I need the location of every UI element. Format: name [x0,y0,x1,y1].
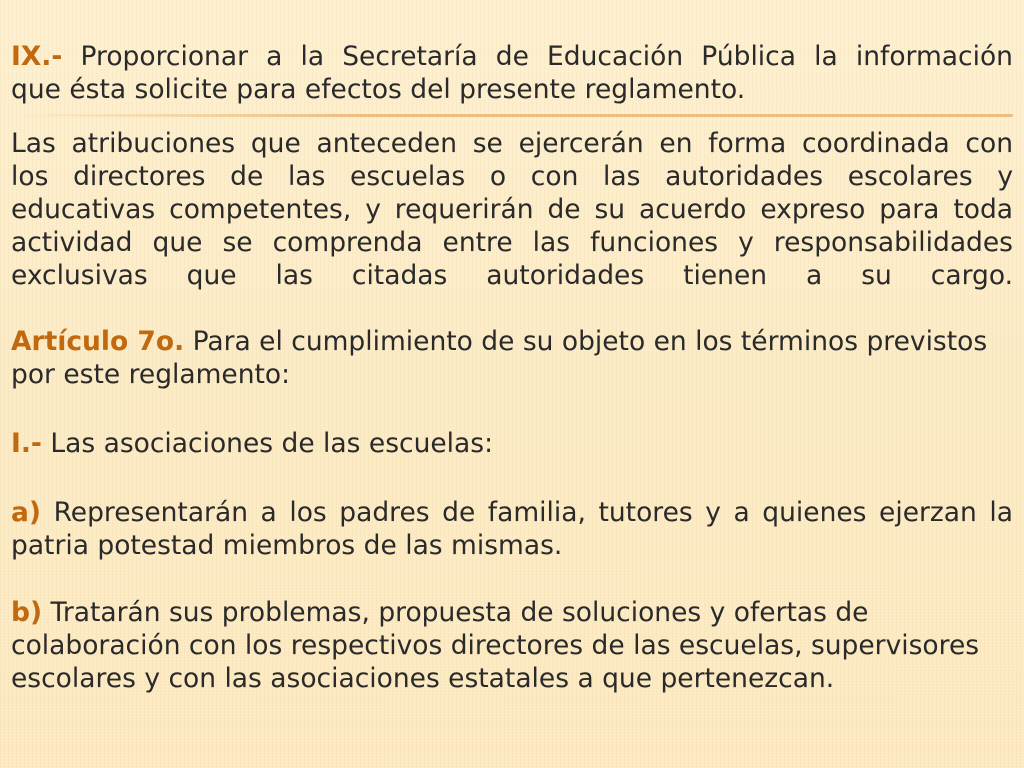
articulo-line-2: por este reglamento: [11,359,291,390]
articulo-line-1 [11,325,1013,358]
paragraph-articulo-7 [11,325,1013,391]
divider-line [11,114,1013,117]
atribuciones-line-4: actividad que se comprenda entre las funciones y responsabilidades [11,227,1013,258]
marker-articulo-7: Artículo 7o. [11,326,185,357]
paragraph-atribuciones [11,127,1013,160]
paragraph-a [11,496,1013,529]
atribuciones-line-3: educativas competentes, y requerirán de su acuerdo expreso para toda [11,194,1013,225]
paragraph-ix-line-1 [11,40,1013,73]
paragraph-atribuciones-4 [11,226,1013,259]
paragraph-atribuciones-3 [11,193,1013,226]
a-text-1: Representarán a los padres de familia, tutores y a quienes ejerzan la [53,497,1013,528]
marker-b: b) [11,597,43,628]
b-line-1 [11,596,1013,629]
atribuciones-line-2: los directores de las escuelas o con las autoridades escolares y [11,161,1013,192]
a-line-1 [11,496,1013,529]
paragraph-ix-cont [11,73,1013,106]
marker-a: a) [11,497,41,528]
b-line-2: colaboración con los respectivos directores de las escuelas, supervisores [11,630,980,661]
atribuciones-line-5: exclusivas que las citadas autoridades tienen a su cargo. [11,260,1013,291]
paragraph-i [11,427,1013,460]
i-text-1: Las asociaciones de las escuelas: [50,428,494,459]
paragraph-ix [11,40,1013,73]
atribuciones-line-1: Las atribuciones que anteceden se ejercerán en forma coordinada con [11,128,1013,159]
a-line-2: patria potestad miembros de las mismas. [11,530,563,561]
b-text-1: Tratarán sus problemas, propuesta de soluciones y ofertas de [50,597,869,628]
paragraph-a-cont [11,529,1013,562]
marker-ix: IX.- [11,41,63,72]
paragraph-atribuciones-5 [11,259,1013,292]
paragraph-atribuciones-2 [11,160,1013,193]
articulo-text-1: Para el cumplimiento de su objeto en los términos previstos [192,326,988,357]
b-line-3: escolares y con las asociaciones estatales a que pertenezcan. [11,663,835,694]
paragraph-ix-text-1: Proporcionar a la Secretaría de Educación Pública la información [80,41,1013,72]
i-line-1 [11,427,1013,460]
marker-i: I.- [11,428,42,459]
paragraph-b [11,596,1013,695]
paragraph-ix-line-2: que ésta solicite para efectos del presente reglamento. [11,74,746,105]
